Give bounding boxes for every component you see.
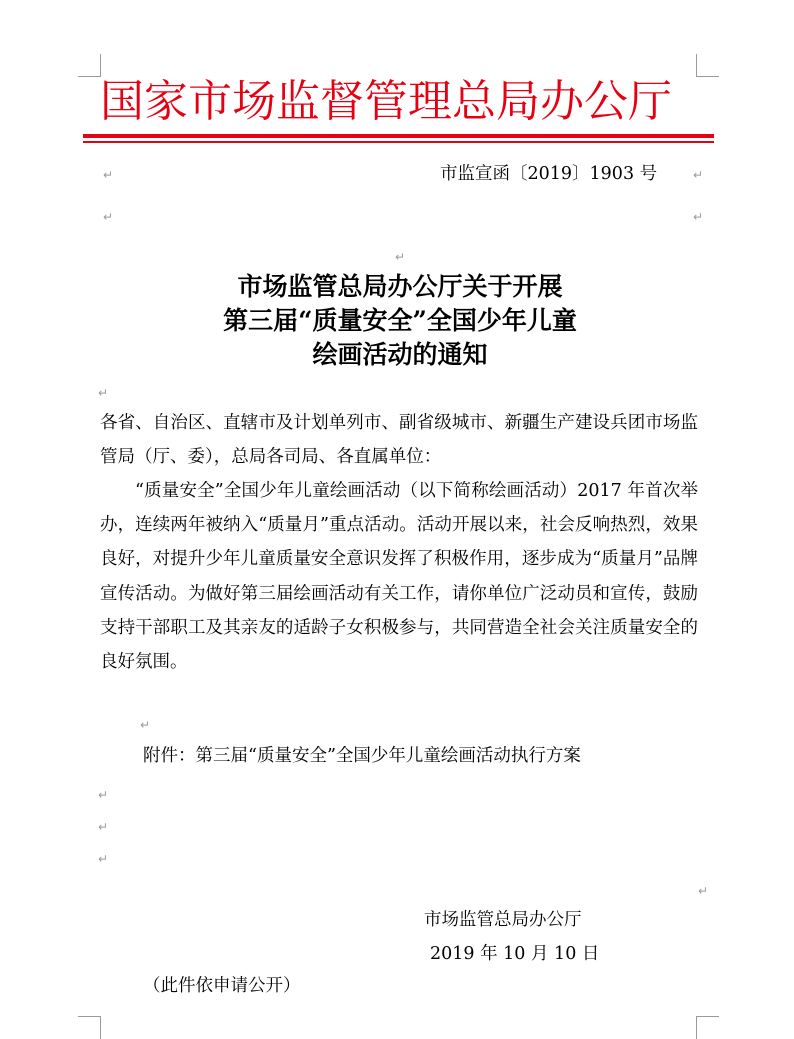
document-number: 市监宣函〔2019〕1903 号 xyxy=(440,164,658,184)
paragraph-mark: ↵ xyxy=(98,386,109,400)
body-paragraph-1 xyxy=(100,474,698,679)
paragraph-mark: ↵ xyxy=(98,820,109,834)
body-paragraph-1-text: “质量安全”全国少年儿童绘画活动（以下简称绘画活动）2017 年首次举办，连续两年被纳入“质量月”重点活动。活动开展以来，社会反响热烈，效果良好，对提升少年儿童质量安全意识发挥了积极作用，逐步成为“质量月”品牌宣传活动。为做好第三届绘画活动有关工作，请你单位广泛动员和宣传，鼓励支持干部职工及其亲友的适龄子女积极参与，共同营造全社会关注质量安全的良好氛围。 xyxy=(100,481,698,673)
paragraph-mark: ↵ xyxy=(693,168,704,182)
crop-mark-bottom-left xyxy=(78,1016,101,1039)
addressees-text: 各省、自治区、直辖市及计划单列市、副省级城市、新疆生产建设兵团市场监管局（厅、委），总局各司局、各直属单位： xyxy=(100,413,698,468)
attachment-line: 附件：第三届“质量安全”全国少年儿童绘画活动执行方案 xyxy=(143,746,581,766)
document-title-line-3: 绘画活动的通知 xyxy=(312,340,488,369)
paragraph-mark: ↵ xyxy=(98,852,109,866)
paragraph-mark: ↵ xyxy=(103,210,114,224)
paragraph-mark: ↵ xyxy=(103,168,114,182)
disclosure-note: （此件依申请公开） xyxy=(143,976,301,996)
paragraph-mark: ↵ xyxy=(698,884,709,898)
paragraph-mark: ↵ xyxy=(693,210,704,224)
header-red-rule-thin xyxy=(83,141,714,143)
document-title-line-2: 第三届“质量安全”全国少年儿童 xyxy=(223,306,577,335)
document-title-line-1: 市场监管总局办公厅关于开展 xyxy=(237,272,563,301)
issuer-header: 国家市场监督管理总局办公厅 xyxy=(100,76,672,127)
crop-mark-bottom-right xyxy=(696,1016,719,1039)
addressees-paragraph xyxy=(100,406,698,474)
paragraph-mark: ↵ xyxy=(395,250,406,264)
paragraph-mark: ↵ xyxy=(98,788,109,802)
crop-mark-top-left xyxy=(78,54,101,77)
signature-date: 2019 年 10 月 10 日 xyxy=(430,944,600,964)
header-red-rule-thick xyxy=(83,134,714,138)
signature-org: 市场监管总局办公厅 xyxy=(424,910,582,930)
paragraph-mark: ↵ xyxy=(140,718,151,732)
